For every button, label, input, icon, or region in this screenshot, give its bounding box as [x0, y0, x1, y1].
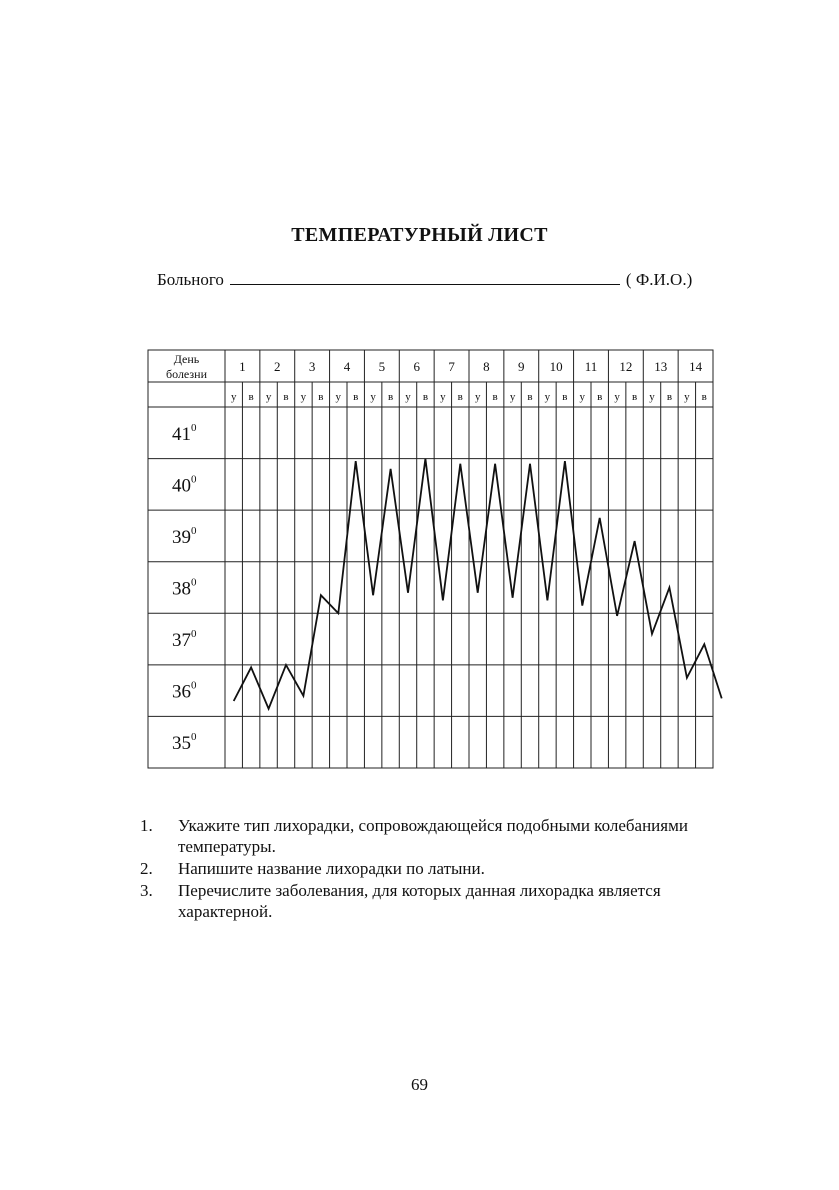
day-number-label: 10	[549, 359, 563, 374]
question-text: Перечислите заболевания, для которых данная лихорадка является характерной.	[178, 881, 661, 921]
day-number-label: 1	[239, 359, 246, 374]
question-item	[140, 815, 730, 857]
time-of-day-label: у	[370, 391, 376, 403]
time-of-day-label: у	[440, 391, 446, 403]
time-of-day-label: в	[457, 391, 463, 403]
patient-suffix: ( Ф.И.О.)	[625, 270, 693, 289]
question-text: Напишите название лихорадки по латыни.	[178, 859, 485, 878]
time-of-day-label: у	[579, 391, 586, 403]
day-header-label-line2: болезни	[166, 367, 207, 381]
time-of-day-label: у	[509, 391, 516, 403]
time-of-day-label: у	[265, 391, 272, 403]
question-item	[140, 880, 730, 922]
time-of-day-label: в	[492, 391, 498, 403]
time-of-day-label: у	[684, 391, 690, 403]
time-of-day-label: у	[405, 391, 411, 403]
question-text: Укажите тип лихорадки, сопровождающейся подобными колебаниями температуры.	[178, 816, 688, 856]
temperature-axis-label: $40^0$	[172, 473, 197, 497]
questions-list	[140, 815, 730, 923]
day-number-label: 3	[308, 359, 316, 374]
temperature-axis-label: $41^0$	[172, 421, 197, 445]
day-number-label: 5	[378, 359, 386, 374]
time-of-day-label: в	[666, 391, 673, 403]
day-number-label: 7	[448, 359, 455, 374]
day-number-label: 11	[584, 359, 598, 374]
temperature-axis-label: $37^0$	[172, 628, 197, 652]
time-of-day-label: в	[562, 391, 568, 403]
day-number-label: 14	[689, 359, 703, 374]
time-of-day-label: в	[527, 391, 533, 403]
page-title: ТЕМПЕРАТУРНЫЙ ЛИСТ	[291, 224, 548, 246]
day-number-label: 12	[619, 359, 633, 374]
time-of-day-label: в	[353, 391, 359, 403]
patient-label: Больного	[157, 270, 224, 289]
temperature-axis-label: $39^0$	[172, 524, 197, 548]
question-number: 3.	[140, 881, 153, 900]
time-of-day-label: в	[631, 391, 638, 403]
temperature-series-line	[234, 459, 722, 709]
time-of-day-label: у	[335, 391, 342, 403]
day-number-label: 4	[343, 359, 351, 374]
temperature-axis-label: $36^0$	[172, 679, 197, 703]
question-number: 2.	[140, 859, 153, 878]
time-of-day-label: в	[318, 391, 324, 403]
temperature-axis-label: $38^0$	[172, 576, 197, 600]
question-item	[140, 858, 730, 879]
time-of-day-label: у	[544, 391, 551, 403]
day-number-label: 9	[518, 359, 525, 374]
temperature-axis-label: $35^0$	[172, 731, 197, 755]
time-of-day-label: у	[614, 391, 620, 403]
day-number-label: 8	[483, 359, 490, 374]
time-of-day-label: в	[283, 391, 289, 403]
page-number: 69	[411, 1075, 428, 1094]
day-number-label: 13	[654, 359, 668, 374]
time-of-day-label: в	[248, 391, 254, 403]
chart-border	[148, 350, 713, 768]
time-of-day-label: у	[474, 391, 481, 403]
time-of-day-label: у	[230, 391, 237, 403]
time-of-day-label: в	[597, 391, 603, 403]
time-of-day-label: у	[649, 391, 655, 403]
time-of-day-label: в	[422, 391, 429, 403]
time-of-day-label: в	[387, 391, 394, 403]
time-of-day-label: у	[300, 391, 307, 403]
question-number: 1.	[140, 816, 153, 835]
time-of-day-label: в	[701, 391, 707, 403]
day-header-label-line1: День	[173, 352, 200, 366]
day-number-label: 2	[274, 359, 281, 374]
day-number-label: 6	[413, 359, 420, 374]
